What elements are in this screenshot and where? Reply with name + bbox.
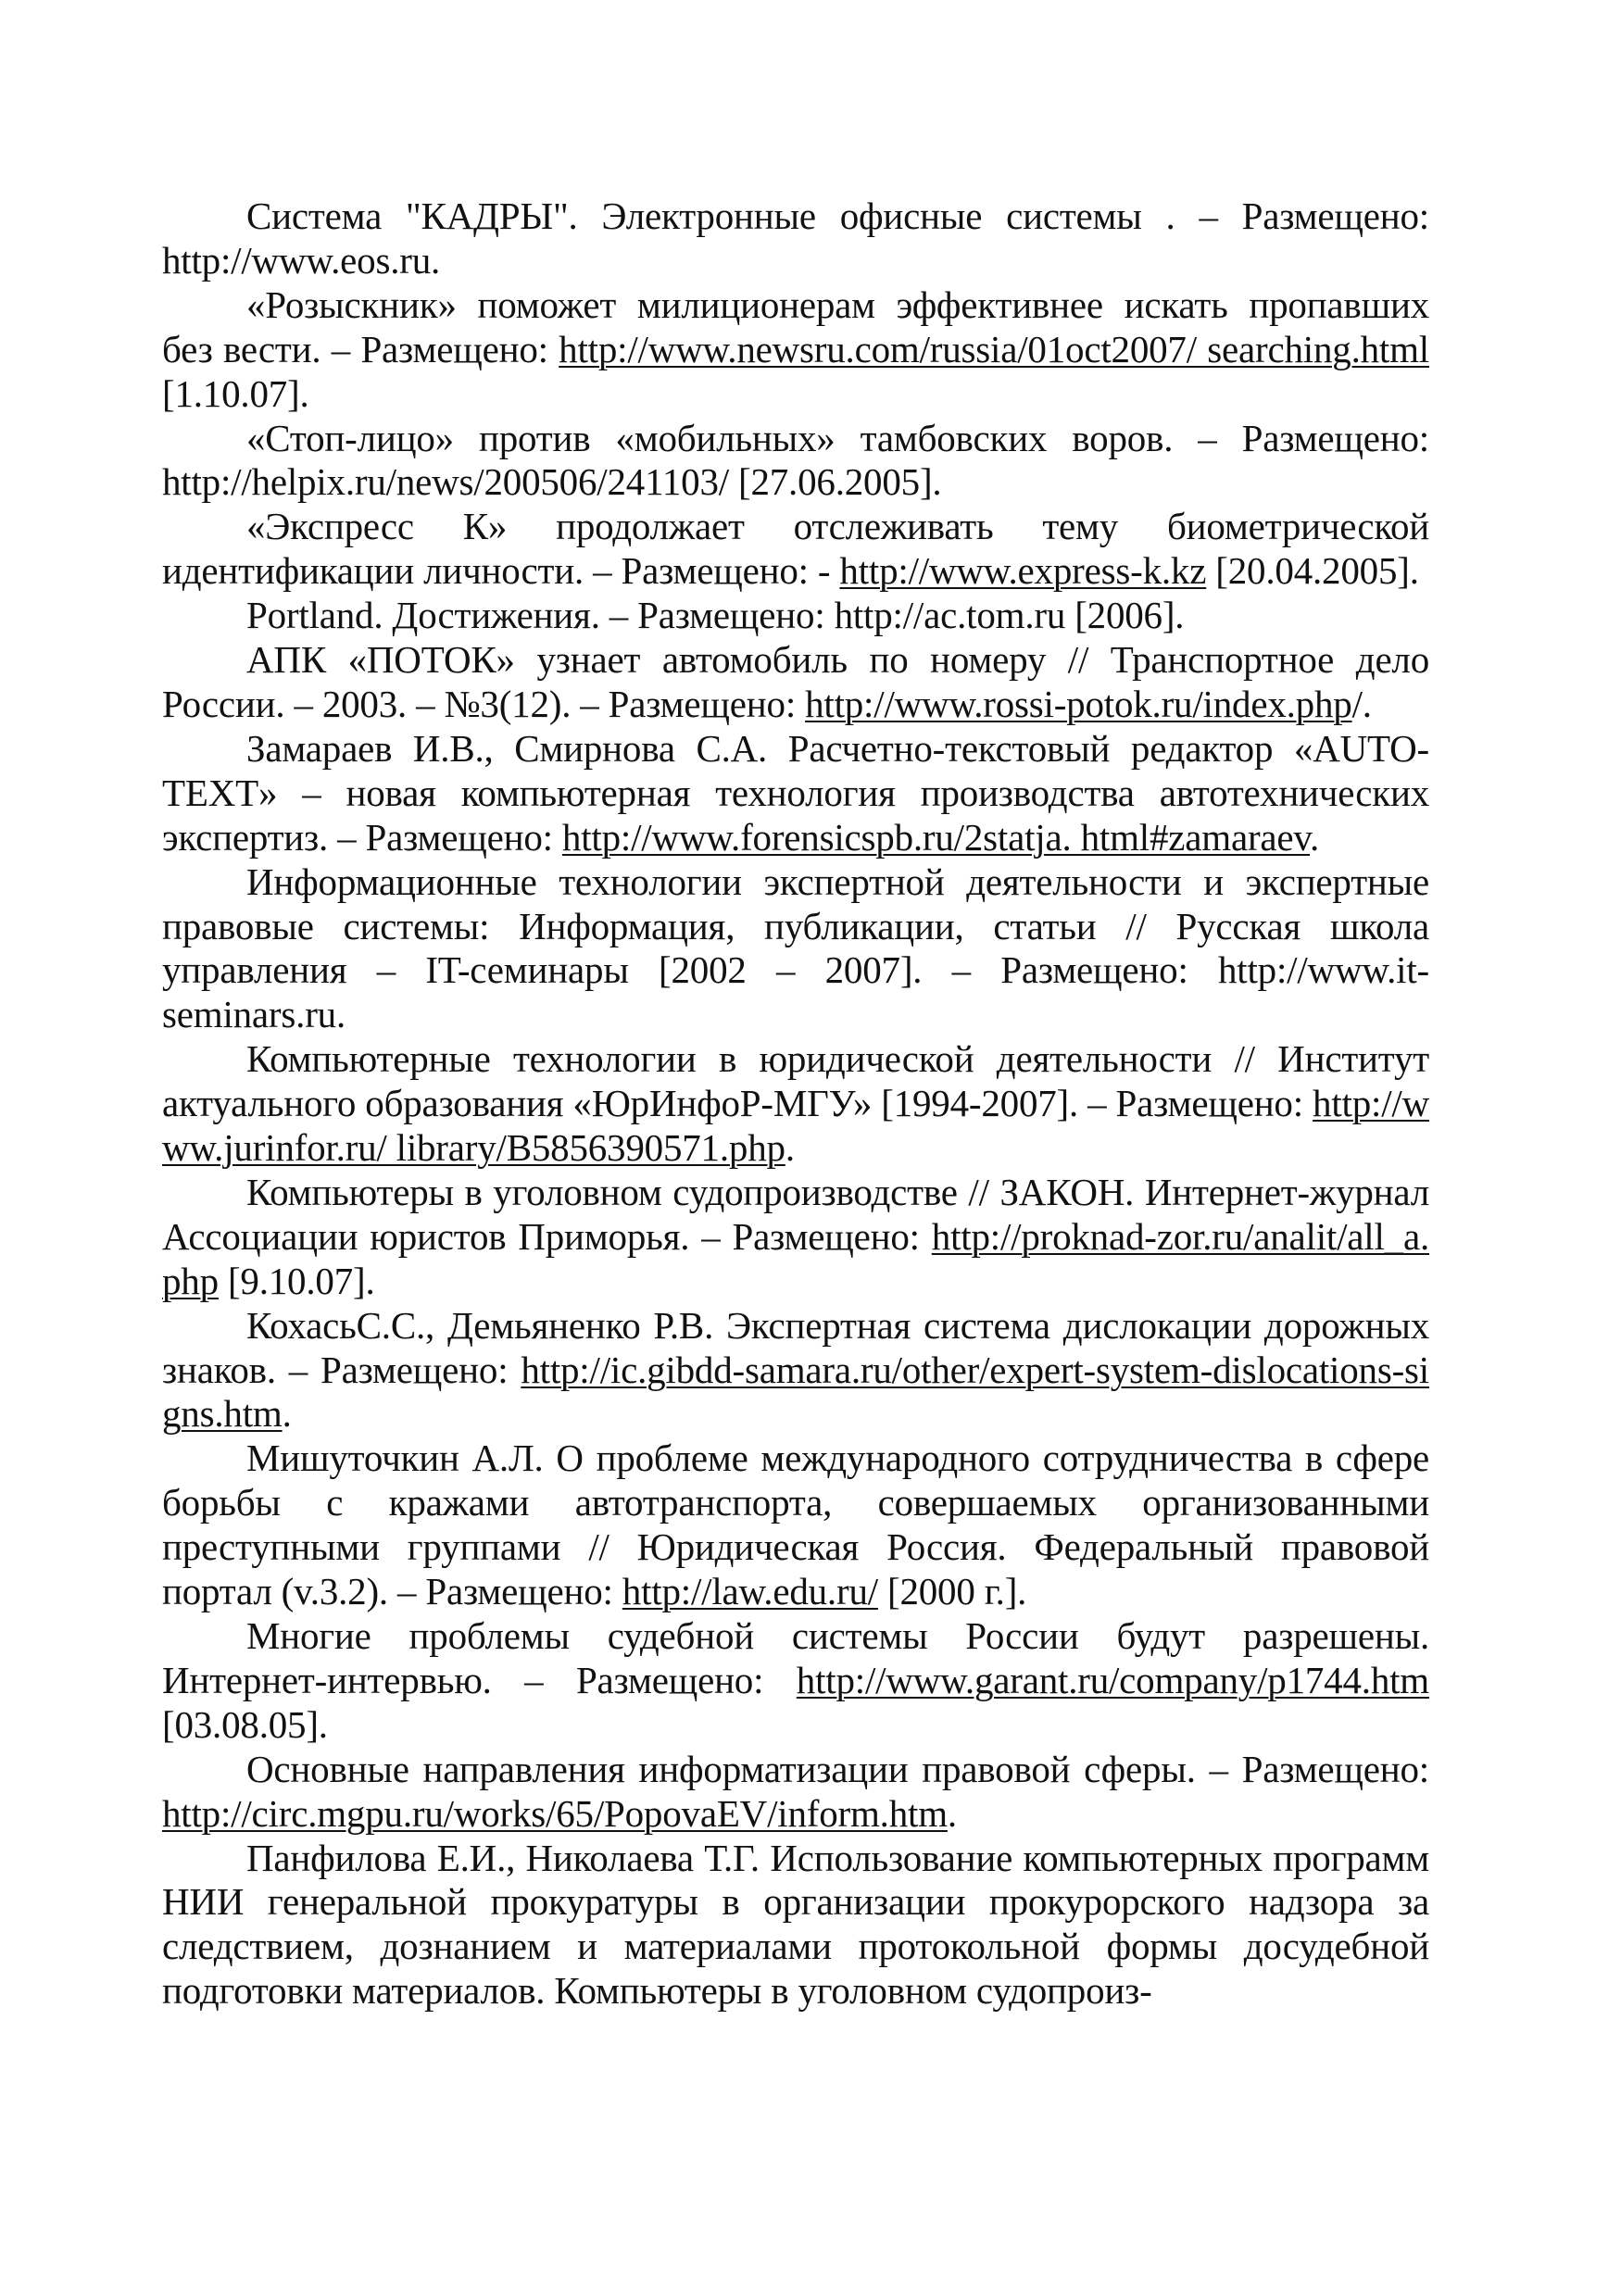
reference-link[interactable]: http://www.jurinfor.ru/ library/B5856390571.php: [162, 1082, 1429, 1170]
reference-text: Мишуточкин А.Л. О проблеме международного сотрудничества в сфере борьбы с кражами автотранспорта, совершаемых организованными преступными группами // Юридическая Россия. Федеральный правовой портал (v.3.2). – Размещено:: [162, 1437, 1429, 1613]
reference-entry-11: [162, 1304, 1429, 1437]
reference-tail: [9.10.07].: [218, 1259, 375, 1302]
reference-link[interactable]: http://www.garant.ru/company/p1744.htm: [796, 1658, 1429, 1701]
reference-tail: [20.04.2005].: [1206, 549, 1419, 593]
reference-tail: .: [282, 1392, 292, 1436]
reference-text: Основные направления информатизации правовой сферы. – Размещено:: [246, 1747, 1429, 1790]
reference-text: Portland. Достижения. – Размещено: http://ac.tom.ru [2006].: [246, 594, 1185, 637]
reference-tail: .: [785, 1126, 795, 1170]
reference-link[interactable]: http://www.forensicspb.ru/2statja. html#zamaraev: [561, 815, 1311, 859]
reference-text: «Стоп-лицо» против «мобильных» тамбовских воров. – Размещено: http://helpix.ru/news/200506/241103/ [27.06.2005].: [162, 416, 1429, 504]
reference-tail: [2000 г.].: [877, 1570, 1027, 1613]
reference-entry-12: [162, 1437, 1429, 1614]
reference-link[interactable]: http://www.express-k.kz: [839, 549, 1207, 593]
reference-tail: /.: [1351, 682, 1372, 725]
reference-tail: .: [1310, 815, 1320, 859]
reference-link[interactable]: http://www.newsru.com/russia/01oct2007/ searching.html: [559, 327, 1429, 370]
reference-text: Информационные технологии экспертной деятельности и экспертные правовые системы: Информация, публикации, статьи // Русская школа управления – IT-семинары [2002 – 2007]. – Размещено: http://www.it-seminars.ru.: [162, 859, 1429, 1036]
reference-text: Многие проблемы судебной системы России будут разрешены. Интернет-интервью. – Размещено:: [162, 1614, 1429, 1701]
reference-entry-6: [162, 638, 1429, 727]
reference-tail: [03.08.05].: [162, 1702, 328, 1746]
reference-text: Замараев И.В., Смирнова С.А. Расчетно-текстовый редактор «AUTO-TEXT» – новая компьютерная технология производства автотехнических экспертиз. – Размещено:: [162, 726, 1429, 859]
reference-tail: [1.10.07].: [162, 371, 309, 415]
reference-entry-15: [162, 1837, 1429, 2014]
reference-entry-3: [162, 417, 1429, 506]
reference-text: Панфилова Е.И., Николаева Т.Г. Использование компьютерных программ НИИ генеральной прокуратуры в организации прокурорского надзора за следствием, дознанием и материалами протокольной формы досудебной подготовки материалов. Компьютеры в уголовном судопроиз-: [162, 1836, 1429, 2013]
reference-text: Компьютерные технологии в юридической деятельности // Институт актуального образования «ЮрИнфоР-МГУ» [1994-2007]. – Размещено:: [162, 1037, 1429, 1125]
reference-link[interactable]: http://proknad-zor.ru/analit/all_a.php: [162, 1214, 1429, 1302]
reference-entry-5: [162, 594, 1429, 638]
reference-text: «Розыскник» поможет милиционерам эффективнее искать пропавших без вести. – Размещено:: [162, 282, 1429, 370]
reference-link[interactable]: http://circ.mgpu.ru/works/65/PopovaEV/inform.htm: [162, 1791, 948, 1835]
reference-entry-2: [162, 283, 1429, 417]
bibliography-list: [162, 194, 1429, 2014]
reference-text: Компьютеры в уголовном судопроизводстве // ЗАКОН. Интернет-журнал Ассоциации юристов Приморья. – Размещено:: [162, 1170, 1429, 1258]
reference-link[interactable]: http://ic.gibdd-samara.ru/other/expert-system-dislocations-signs.htm: [162, 1348, 1429, 1436]
reference-text: «Экспресс К» продолжает отслеживать тему биометрической идентификации личности. – Размещено: -: [162, 505, 1429, 593]
reference-entry-9: [162, 1037, 1429, 1171]
reference-entry-1: [162, 194, 1429, 283]
reference-entry-4: [162, 505, 1429, 594]
reference-entry-13: [162, 1614, 1429, 1748]
reference-entry-14: [162, 1748, 1429, 1837]
reference-entry-8: [162, 860, 1429, 1038]
reference-text: Система "КАДРЫ". Электронные офисные системы . – Размещено: http://www.eos.ru.: [162, 194, 1429, 282]
reference-entry-7: [162, 727, 1429, 860]
reference-link[interactable]: http://law.edu.ru/: [622, 1570, 878, 1613]
reference-entry-10: [162, 1171, 1429, 1304]
reference-text: КохасьС.С., Демьяненко Р.В. Экспертная система дислокации дорожных знаков. – Размещено:: [162, 1303, 1429, 1391]
reference-tail: .: [947, 1791, 957, 1835]
reference-text: АПК «ПОТОК» узнает автомобиль по номеру // Транспортное дело России. – 2003. – №3(12). – Размещено:: [162, 638, 1429, 725]
reference-link[interactable]: http://www.rossi-potok.ru/index.php: [805, 682, 1352, 725]
